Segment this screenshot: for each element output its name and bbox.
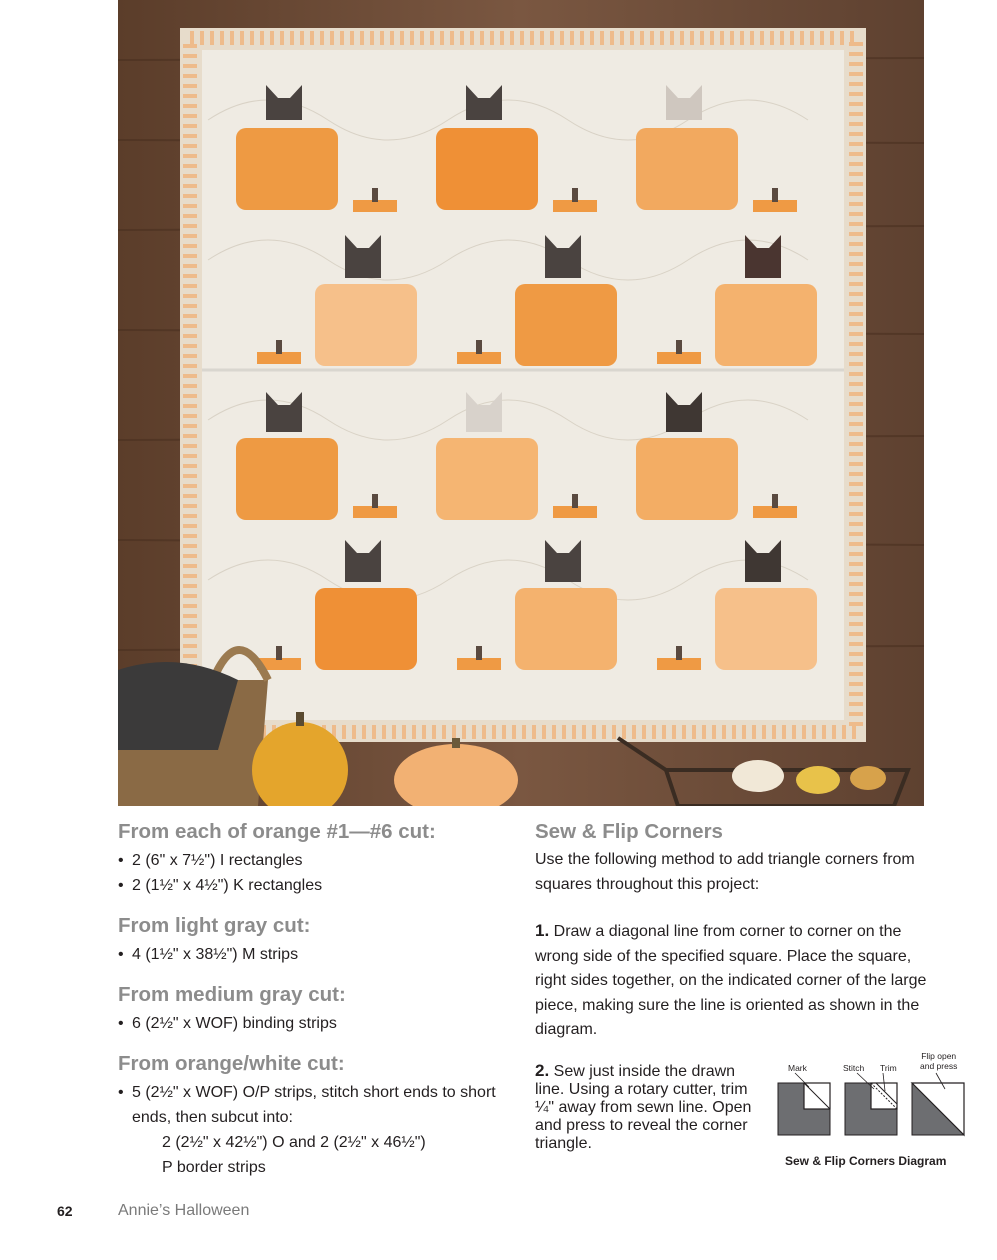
list-item: • 6 (2½" x WOF) binding strips (118, 1011, 508, 1036)
cut-heading-orange: From each of orange #1—#6 cut: (118, 820, 436, 843)
sub-cut-line: P border strips (162, 1159, 266, 1176)
publication-title: Annie’s Halloween (118, 1202, 250, 1219)
sew-flip-diagram (773, 1045, 973, 1175)
page-number: 62 (57, 1203, 73, 1219)
cut-list-medium-gray (118, 1011, 508, 1036)
list-item-text: 5 (2½" x WOF) O/P strips, stitch short ends to short ends, then subcut into: (132, 1084, 496, 1126)
step-number: 1. (535, 921, 550, 940)
list-item (118, 1080, 508, 1180)
cut-list-orange-white (118, 1080, 508, 1180)
sub-cut-line: 2 (2½" x 42½") O and 2 (2½" x 46½") (162, 1134, 426, 1151)
step-2 (535, 1061, 765, 1153)
step-text: Sew just inside the drawn line. Using a rotary cutter, trim ¼" away from sewn line. Open and press to reveal the corner triangle. (535, 1062, 752, 1152)
diagram-label-trim: Trim (880, 1063, 897, 1073)
cut-heading-light-gray: From light gray cut: (118, 914, 311, 937)
list-item: • 2 (1½" x 4½") K rectangles (118, 873, 508, 898)
cut-heading-medium-gray: From medium gray cut: (118, 983, 346, 1006)
diagram-label-flip (920, 1051, 957, 1071)
quilt-photo (118, 0, 924, 806)
step-1 (535, 919, 935, 1043)
cutting-column (118, 818, 508, 1180)
step-text: Draw a diagonal line from corner to corner on the wrong side of the specified square. Place the square, right sides together, on the indicated corner of the large piece, making sure the line is oriented as shown in the diagram. (535, 923, 927, 1038)
cut-list-light-gray (118, 942, 508, 967)
sew-flip-intro: Use the following method to add triangle corners from squares throughout this project: (535, 851, 915, 893)
diagram-caption: Sew & Flip Corners Diagram (785, 1154, 947, 1168)
diagram-label-stitch: Stitch (843, 1063, 865, 1073)
list-item: • 2 (6" x 7½") I rectangles (118, 848, 508, 873)
diagram-label-mark: Mark (788, 1063, 807, 1073)
sew-flip-heading: Sew & Flip Corners (535, 820, 723, 843)
list-item: • 4 (1½" x 38½") M strips (118, 942, 508, 967)
diagram-label-flip-line: Flip open (921, 1051, 957, 1061)
step-number: 2. (535, 1060, 550, 1080)
diagram-label-flip-line: and press (920, 1061, 958, 1071)
cut-heading-orange-white: From orange/white cut: (118, 1052, 345, 1075)
page-footer (0, 1202, 997, 1226)
quilt-illustration (118, 0, 924, 806)
cut-list-orange (118, 848, 508, 898)
